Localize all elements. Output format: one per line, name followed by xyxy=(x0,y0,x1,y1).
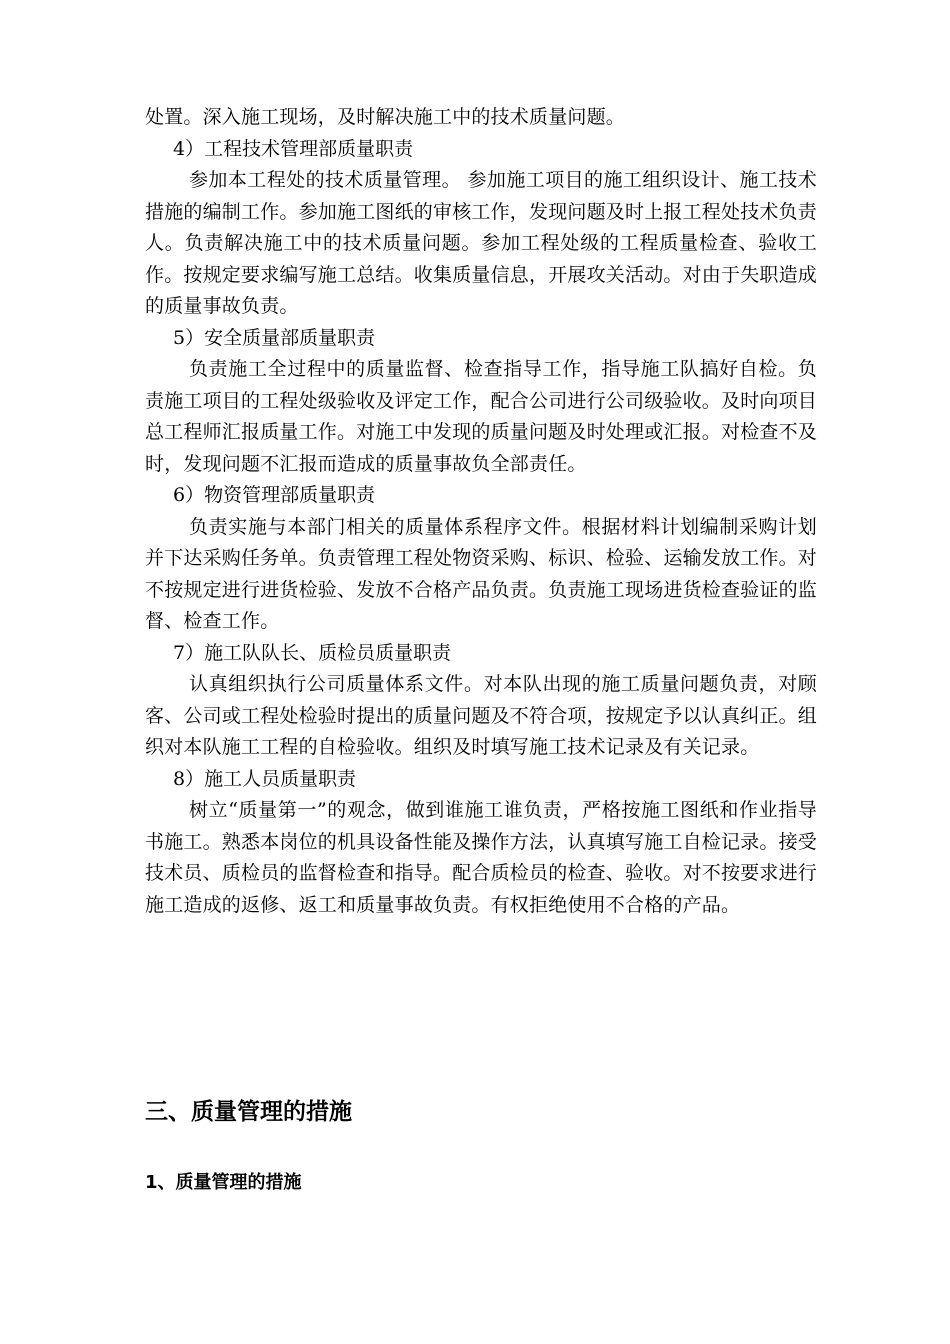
item-heading-7: 7）施工队队长、质检员质量职责 xyxy=(173,641,452,664)
paragraph-engineering-tech: 参加本工程处的技术质量管理。 参加施工项目的施工组织设计、施工技术措施的编制工作。参加施工图纸的审核工作，发现问题及时上报工程处技术负责人。负责解决施工中的技术质量问题。参加工程处级的工程质量检查、验收工作。按规定要求编写施工总结。收集质量信息，开展攻关活动。对由于失职造成的质量事故负责。 xyxy=(145,169,818,317)
item-heading-8: 8）施工人员质量职责 xyxy=(173,767,357,790)
paragraph-safety-quality: 负责施工全过程中的质量监督、检查指导工作，指导施工队搞好自检。负责施工项目的工程处级验收及评定工作，配合公司进行公司级验收。及时向项目总工程师汇报质量工作。对施工中发现的质量问题及时处理或汇报。对检查不及时，发现问题不汇报而造成的质量事故负全部责任。 xyxy=(145,358,818,475)
paragraph-workers: 树立“质量第一”的观念，做到谁施工谁负责，严格按施工图纸和作业指导书施工。熟悉本岗位的机具设备性能及操作方法，认真填写施工自检记录。接受技术员、质检员的监督检查和指导。配合质检员的检查、验收。对不按要求进行施工造成的返修、返工和质量事故负责。有权拒绝使用不合格的产品。 xyxy=(145,799,818,916)
paragraph-continued: 处置。深入施工现场，及时解决施工中的技术质量问题。 xyxy=(145,106,626,128)
paragraph-team-leader: 认真组织执行公司质量体系文件。对本队出现的施工质量问题负责，对顾客、公司或工程处检验时提出的质量问题及不符合项，按规定予以认真纠正。组织对本队施工工程的自检验收。组织及时填写施工技术记录及有关记录。 xyxy=(145,673,818,758)
document-body xyxy=(145,102,818,1193)
section-title: 三、质量管理的措施 xyxy=(145,1099,352,1125)
paragraph-materials: 负责实施与本部门相关的质量体系程序文件。根据材料计划编制采购计划并下达采购任务单。负责管理工程处物资采购、标识、检验、运输发放工作。对不按规定进行进货检验、发放不合格产品负责。负责施工现场进货检查验证的监督、检查工作。 xyxy=(145,515,818,632)
item-heading-5: 5）安全质量部质量职责 xyxy=(173,326,376,349)
section-subtitle: 1、质量管理的措施 xyxy=(145,1172,302,1193)
item-heading-6: 6）物资管理部质量职责 xyxy=(173,484,376,506)
item-heading-4: 4）工程技术管理部质量职责 xyxy=(173,137,414,160)
